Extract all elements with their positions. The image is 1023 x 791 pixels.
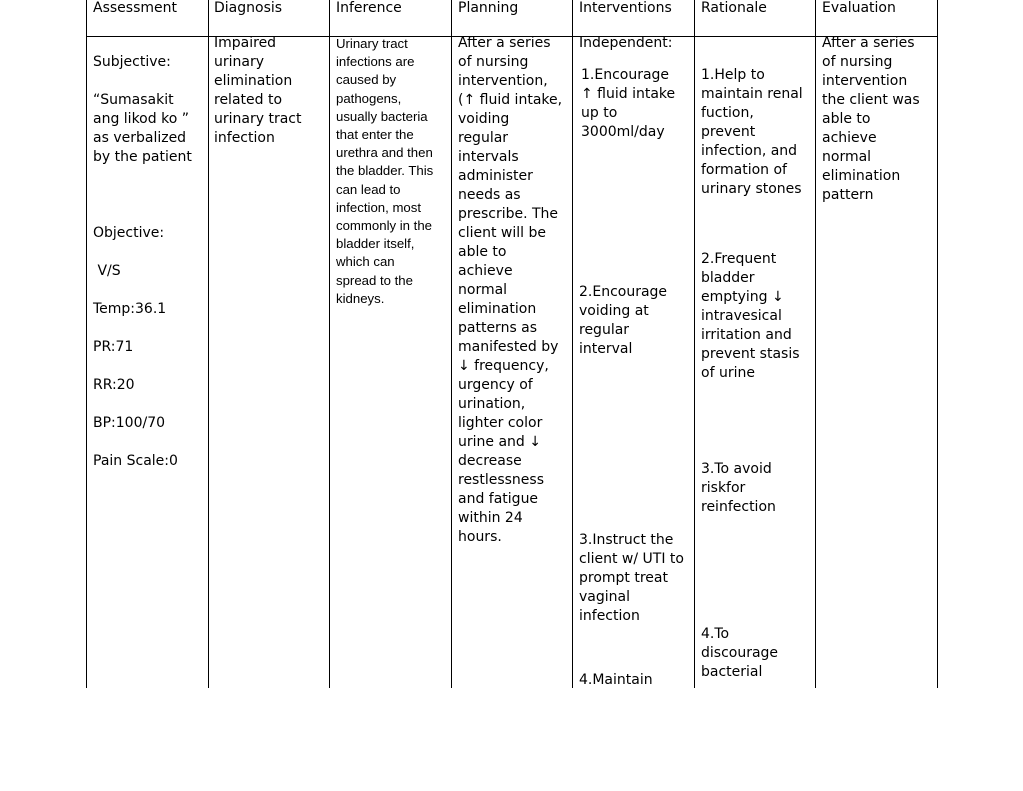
rationale-item-4: 4.To discourage bacterial <box>701 626 779 680</box>
vital-signs-label: V/S <box>93 263 121 279</box>
assessment-cell <box>93 34 192 490</box>
pain-scale-value: Pain Scale:0 <box>93 453 178 469</box>
respiratory-rate-value: RR:20 <box>93 377 135 393</box>
temperature-value: Temp:36.1 <box>93 301 167 317</box>
header-diagnosis: Diagnosis <box>214 0 283 16</box>
table-border-right <box>937 0 938 688</box>
header-interventions: Interventions <box>579 0 672 16</box>
blood-pressure-value: BP:100/70 <box>93 415 166 431</box>
rationale-item-2: 2.Frequent bladder emptying ↓ intravesical irritation and prevent stasis of urine <box>701 251 800 381</box>
intervention-item-3: 3.Instruct the client w/ UTI to prompt treat vaginal infection <box>579 532 684 624</box>
pulse-rate-value: PR:71 <box>93 339 134 355</box>
header-inference: Inference <box>336 0 402 16</box>
column-divider <box>572 0 573 688</box>
planning-text: After a series of nursing intervention, (↑ fluid intake, voiding regular intervals administer needs as prescribe. The client will be able to achieve normal elimination patterns as manifested by ↓ frequency, urgency of urination, lighter color urine and ↓ decrease restlessness and fatigue within 24 hours. <box>458 35 563 545</box>
header-evaluation: Evaluation <box>822 0 896 16</box>
intervention-item-2: 2.Encourage voiding at regular interval <box>579 284 668 357</box>
rationale-item-1: 1.Help to maintain renal fuction, prevent infection, and formation of urinary stones <box>701 67 803 197</box>
inference-text: Urinary tract infections are caused by pathogens, usually bacteria that enter the urethra and then the bladder. This can lead to infection, most commonly in the bladder itself, which can spread to the kidneys. <box>336 36 434 306</box>
subjective-text: “Sumasakit ang likod ko ” as verbalized by the patient <box>93 92 192 165</box>
evaluation-text: After a series of nursing intervention the client was able to achieve normal elimination pattern <box>822 35 920 203</box>
column-divider <box>815 0 816 688</box>
column-divider <box>208 0 209 688</box>
table-border-left <box>86 0 87 688</box>
interventions-label: Independent: <box>579 35 673 51</box>
subjective-label: Subjective: <box>93 54 171 70</box>
diagnosis-text: Impaired urinary elimination related to urinary tract infection <box>214 35 302 146</box>
header-assessment: Assessment <box>93 0 177 16</box>
rationale-item-3: 3.To avoid riskfor reinfection <box>701 461 776 515</box>
header-rationale: Rationale <box>701 0 767 16</box>
intervention-item-4: 4.Maintain <box>579 672 653 688</box>
intervention-item-1: 1.Encourage ↑ fluid intake up to 3000ml/day <box>581 67 676 140</box>
header-planning: Planning <box>458 0 519 16</box>
column-divider <box>694 0 695 688</box>
nursing-care-plan-table <box>86 0 938 688</box>
column-divider <box>329 0 330 688</box>
objective-label: Objective: <box>93 225 165 241</box>
column-divider <box>451 0 452 688</box>
